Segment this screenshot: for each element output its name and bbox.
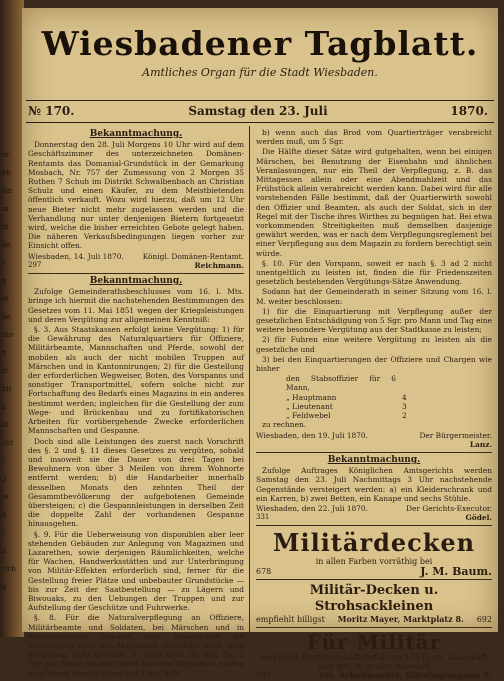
separator [256,452,492,453]
separator [28,273,244,274]
table-value: 4 [402,392,407,402]
binding-fragment: ie [2,493,9,501]
right-column [256,128,492,681]
binding-fragment: rich [2,565,17,573]
binding-fragment: g [2,277,7,285]
table-tail: zu rechnen. [262,420,307,430]
continued-paragraph: §. 10. Für den Vorspann, soweit er nach §. 3 ad 2 nicht unentgeltlich zu leisten ist, finden die für Friedenszeiten gesetzlich bestehenden Vergütungs-Sätze Anwendung. [256,258,492,287]
binding-fragment: 3 [2,475,7,483]
issue-date: Samstag den 23. Juli [188,104,328,118]
binding-fragment: t [2,457,5,465]
ad2-footer [256,615,492,624]
binding-fragment: cht [2,439,14,447]
table-row [256,393,492,402]
notice-signature [256,431,492,440]
ad1-firm: J. M. Baum. [420,564,492,578]
notice1-number: 297 [28,260,42,269]
quarter-table [256,374,492,420]
ad1-title: Militärdecken [272,528,476,558]
table-row [256,411,492,420]
ad2-line: empfiehlt billigst [256,614,325,624]
column-divider [249,126,250,632]
book-binding [0,0,24,637]
notice3-number: 331 [256,513,270,522]
notice2-paragraph: §. 9. Für die Ueberweisung von disponiblen aber leer stehenden Gebäuden zur Anlegung von Magazinen und Lazarethen, sowie derjenigen Räumlichkeiten, welche für Wachen, Handwerksstätten und zur Unterbringung von Militär-Effekten erforderlich sind, ferner für die Gestellung freier Plätze und unbebauter Grundstücke — bis zur Zeit der Saatbestellung — zu Lägern und Biwouaks, zu den Uebungen der Truppen und zur Aufstellung der Geschütze und Fuhrwerke. [28,529,244,613]
notice3-signer-row [256,513,492,522]
notice1-heading: Bekanntmachung. [89,129,183,139]
masthead-rule-top [26,100,494,101]
left-column [28,128,244,678]
issue-year: 1870. [450,104,488,118]
ad2-title: Militär-Decken u. Strohsackleinen [309,582,439,614]
ad3-firm: Vet. Schuhmacher, Ellenbogengasse 9. [318,670,492,681]
binding-fragment: n [2,547,7,555]
notice3-place: Wiesbaden, den 22. Juli 1870. [256,503,368,513]
separator [256,627,492,628]
continued-paragraph: Die Hälfte dieser Sätze wird gutgehalten, wenn bei einigen Märschen, bei Benutzung der Eisenbahn und ähnlichen Veranlassungen, nur ein Theil der Verpflegung, z. B. das Mittagessen allein oder eine Abendmahlzeit und das Frühstück allein verabreicht werden kann. Dabei wird für alle vorstehenden Fälle bestimmt, daß der Quartierwirth sowohl den Offizier und Beamten, als auch der Soldat, sich in der Regel mit der Tische ihres Wirthes zu begnügen hat. Bei etwa vorkommenden Streitigkeiten muß demselben dasjenige gewährt werden, was er nach dem Verpflegungsreglement bei einer Verpflegung aus dem Magazin zu fordern berechtigt sein würde. [256,147,492,258]
notice2-paragraph: Zufolge Gemeinderathsbeschlusses vom 16. l. Mts. bringe ich hiermit die nachstehenden Bestimmungen des Gesetzes vom 11. Mai 1851 wegen der Kriegsleistungen und deren Vergütung zur allgemeinen Kenntniß: [28,287,244,324]
newspaper-subtitle: Amtliches Organ für die Stadt Wiesbaden. [142,66,378,79]
binding-fragment: be [2,313,11,321]
continued-paragraph: Sodann hat der Gemeinderath in seiner Sitzung vom 16. l. M. weiter beschlossen: [256,287,492,306]
masthead-rule-bottom [26,122,494,123]
table-label: „ Lieutenant [286,401,333,411]
notice3-signature [256,504,492,513]
table-row [256,402,492,411]
notice3-text: Zufolge Auftrages Königlichen Amtsgerichts werden Samstag den 23. Juli Nachmittags 3 Uhr nachstehende Gegenstände versteigert werden: a) ein Kleiderschrank und ein Karren, b) zwei Betten, ein Kanape und sechs Stühle. [256,466,492,503]
separator [256,525,492,526]
ad2-number: 692 [476,614,492,624]
signer-row [256,440,492,449]
binding-fragment: li [2,511,7,519]
notice3-office: Der Gerichts-Executor. [406,503,492,513]
notice2-heading: Bekanntmachung. [89,276,183,287]
notice2-paragraph: §. 3. Aus Staatskassen erfolgt keine Vergütung: 1) für die Gewährung des Naturalquartiers für Offiziere, Militärbeamte, Mannschaften und Pferde, sowohl der mobilen als auch der nicht mobilen Truppen auf Märschen und in Kantonnirungen; 2) für die Gestellung der erforderlichen Wegweiser, Boten, des Vorspanns und sonstiger Transportmittel, sofern solche nicht zur Fortschaffung des Bedarfs eines Magazins in ein anderes bestimmt werden; ingleichen für die Gestellung der zum Wege- und Brückenbau und zu fortifikatorischen Arbeiten für vorübergehende Zwecke erforderlichen Mannschaften und Gespanne. [28,325,244,436]
table-value: 3 [402,401,407,411]
ad1-footer [256,564,492,578]
ad1-number: 678 [256,566,272,576]
table-value: 2 [402,411,407,421]
continued-paragraph: 3) bei den Einquartierungen der Offiziere und Chargen wie bisher [256,354,492,374]
notice1-office: Königl. Domänen-Rentamt. [142,251,244,261]
notice1-signer-row [28,261,244,270]
masthead [22,24,498,79]
newspaper-page [22,8,498,681]
newspaper-title: Wiesbadener Tagblatt. [41,24,479,63]
ad3-line: empfiehlt Herren-Schaftstiefel von 4 ½ fl. an, dauerhaft und gut, in großer Auswahl [260,652,488,672]
ad3-title: Für Militär [306,629,442,654]
signature-office: Der Bürgermeister. [419,430,492,440]
table-label: „ Feldwebel [286,411,331,421]
continued-paragraph: 2) für Fuhren eine weitere Vergütung zu leisten als die gesetzliche und [256,335,492,354]
binding-fragment: f [2,259,5,267]
continued-paragraph: 1) für die Einquartierung mit Verpflegung außer der gesetzlichen Entschädigung von 5 Sgr. pro Mann und Tag eine weitere besondere Vergütung aus der Stadtkasse zu leisten; [256,306,492,335]
notice1-text: Donnerstag den 28. Juli Morgens 10 Uhr wird auf dem Geschäftszimmer des unterzeichneten Domänen-Rentamts das Domanial-Grundstück in der Gemarkung Mosbach, Nr. 757 der Zumessung von 2 Morgen 35 Ruthen 7 Schuh im Distrikt Schwalbenbach an Christian Schulz und einen Käufer, zu dem Meistbietenden öffentlich verkauft. Wozu wird hierzu, daß um 12 Uhr neue Bieter nicht mehr zugelassen werden und die Verhandlung nur unter denjenigen Bietern fortgesetzt wird, welche die bisher erreichten Gebote gelegt haben. Die näheren Verkaufsbedingungen liegen vorher zur Einsicht offen. [28,140,244,251]
binding-fragment: et [2,295,9,303]
table-label: „ Hauptmann [286,392,337,402]
ad2-firm: Moritz Mayer, Marktplatz 8. [337,613,464,624]
binding-fragment: eh [2,169,11,177]
notice1-place: Wiesbaden, 14. Juli 1870. [28,251,124,261]
binding-fragment: fr [2,367,8,375]
separator [256,579,492,580]
binding-fragment: kti [2,385,12,393]
binding-fragment: n [2,349,7,357]
notice1-signature [28,252,244,261]
dateline [28,104,488,120]
notice1-signer: Reichmann. [194,260,244,270]
binding-fragment: ate [2,331,14,339]
binding-fragment: o [2,583,7,591]
ad1-line: in allen Farben vorräthig bei [315,557,433,567]
signature-place: Wiesbaden, den 19. Juli 1870. [256,430,368,440]
binding-fragment: di [2,421,9,429]
notice3-heading: Bekanntmachung. [327,454,421,465]
table-row [256,374,492,392]
binding-fragment: sin [2,187,13,195]
notice2-paragraph: §. 8. Für die Naturalverpflegung an Offiziere, Militärbeamte und Soldaten, bei Märschen und in Kantonnirungen gewährt wird, inbesondere die Verpflegung nicht aus Magazinen verabfolgt wird, wird Vergütung nicht gewährt, a) ohne Brod für den Tag 5 Sgr. pro Mann, b) nebst Brod aus dem Magazin in natura empfangen werden kann, um 3 Sgr. 9 Pf. [28,613,244,678]
table-label: den Stabsoffizier für 6 Mann, [286,374,396,393]
binding-fragment: m [2,205,9,213]
ad3-footer [256,671,492,680]
binding-fragment: a [2,403,7,411]
notice2-paragraph: Doch sind alle Leistungen des zuerst nach Vorschrift des §. 2 und §. 11 dieses Gesetzes zu vergüten, sobald und insoweit sie die Dauer von drei Tagen bei Bewohnern von über 3 Meilen von ihrem Wohnorte entfernt werden; b) die Handarbeiter innerhalb desselben Monats den zehnten Theil der Gesammtbevölkerung der aufgebotenen Gemeinde übersteigen; c) die Gespannleistungen in derselben Zeit die doppelte Zahl der vorhandenen Gespanne hinausgehen. [28,436,244,529]
continued-paragraph: b) wenn auch das Brod vom Quartierträger verabreicht werden muß, um 5 Sgr. [256,128,492,147]
issue-number: № 170. [28,104,75,118]
binding-fragment: t [2,529,5,537]
notice3-signer: Gödel. [465,513,492,523]
signature-signer: Lanz. [469,439,492,449]
binding-fragment: ih [2,223,9,231]
binding-fragment: er [2,151,10,159]
ad3-number: 587 [256,671,272,681]
binding-fragment: de [2,241,11,249]
